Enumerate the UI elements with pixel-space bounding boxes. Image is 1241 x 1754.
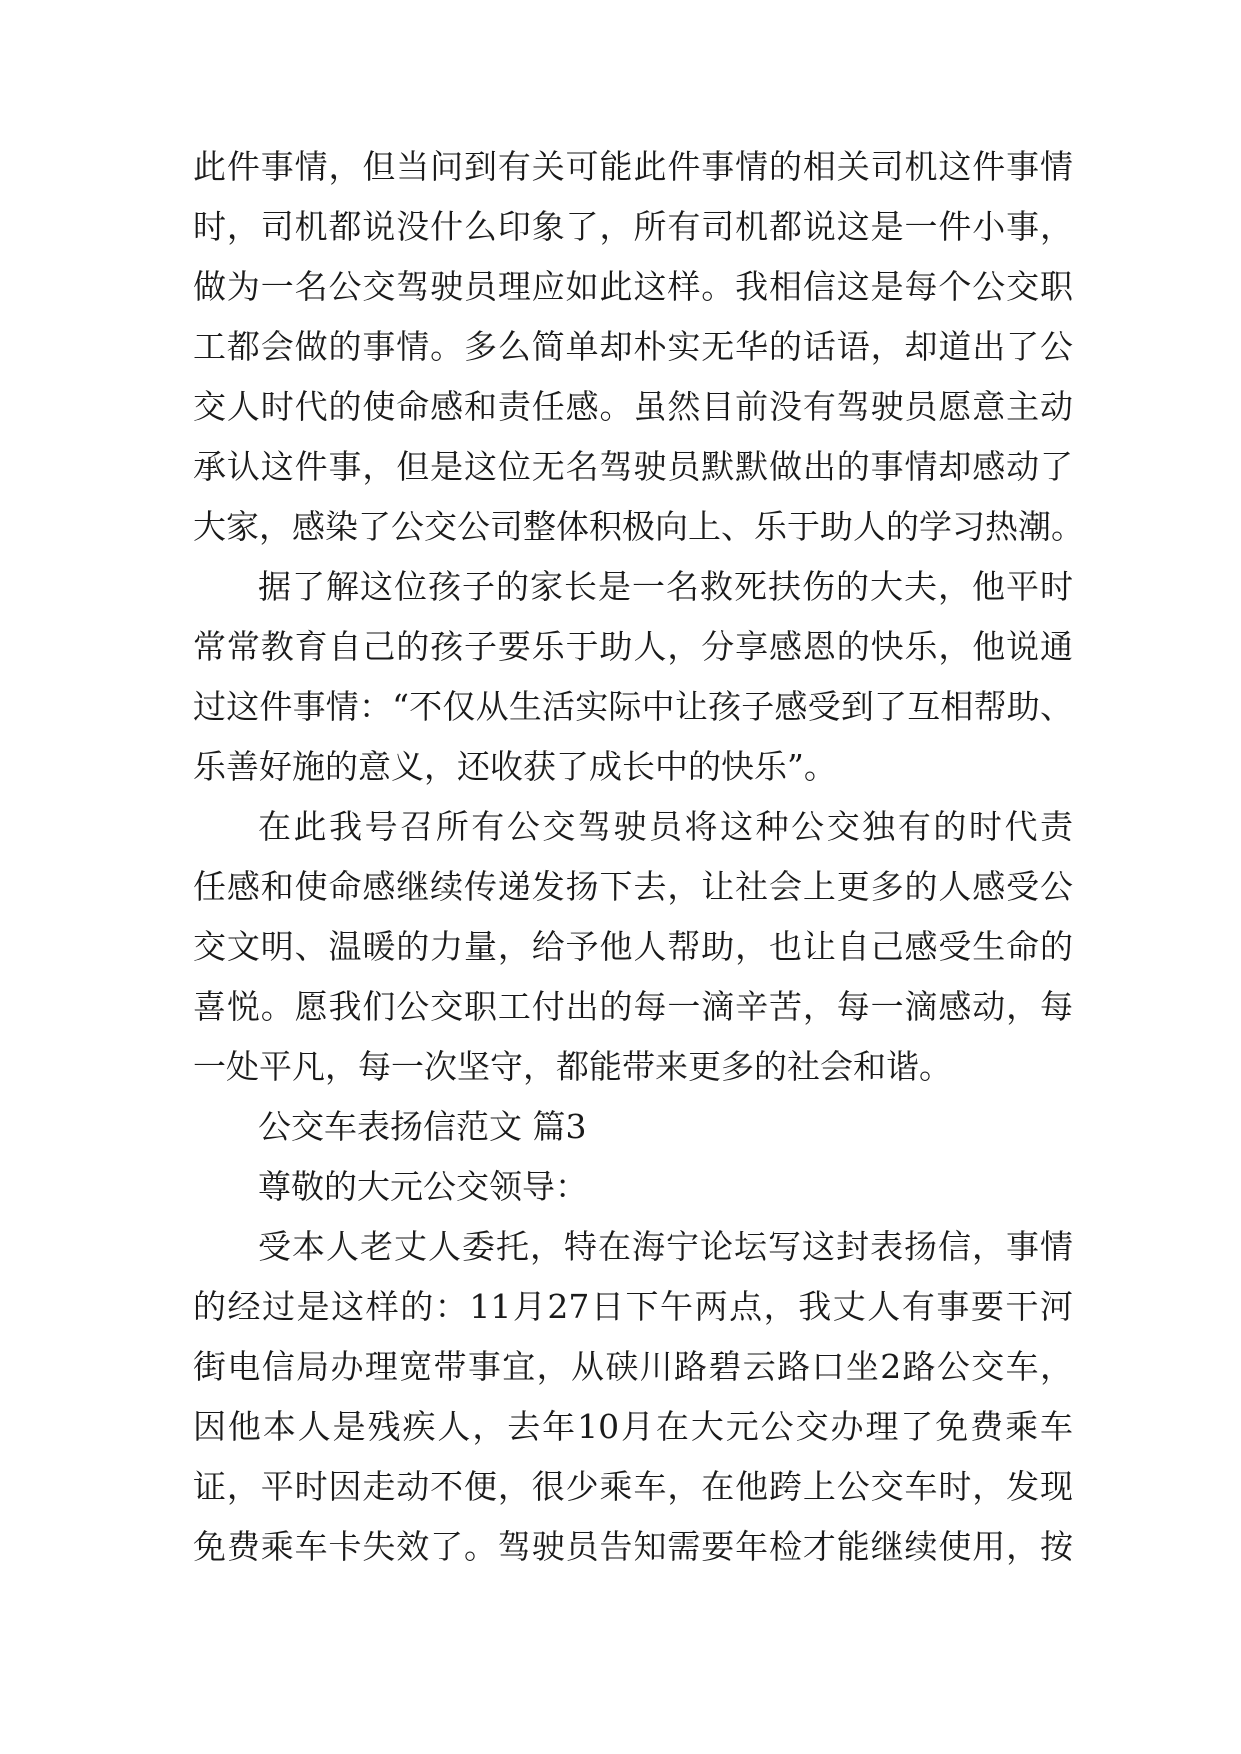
text-line: 一处平凡，每一次坚守，都能带来更多的社会和谐。 <box>193 1047 952 1086</box>
text-line: 任感和使命感继续传递发扬下去，让社会上更多的人感受公 <box>193 867 1073 906</box>
text-line: 在此我号召所有公交驾驶员将这种公交独有的时代责 <box>258 807 1073 846</box>
text-line: 受本人老丈人委托，特在海宁论坛写这封表扬信，事情 <box>258 1227 1073 1266</box>
text-line: 免费乘车卡失效了。驾驶员告知需要年检才能继续使用，按 <box>193 1527 1073 1566</box>
text-line: 过这件事情：“不仅从生活实际中让孩子感受到了互相帮助、 <box>193 687 1073 726</box>
text-line: 的经过是这样的：11月27日下午两点，我丈人有事要干河 <box>193 1287 1073 1326</box>
section-heading: 公交车表扬信范文 篇3 <box>258 1107 587 1146</box>
text-line: 证，平时因走动不便，很少乘车，在他跨上公交车时，发现 <box>193 1467 1073 1506</box>
text-line: 交人时代的使命感和责任感。虽然目前没有驾驶员愿意主动 <box>193 387 1073 426</box>
text-line: 此件事情，但当问到有关可能此件事情的相关司机这件事情 <box>193 147 1073 186</box>
text-line: 据了解这位孩子的家长是一名救死扶伤的大夫，他平时 <box>258 567 1073 606</box>
text-line: 承认这件事，但是这位无名驾驶员默默做出的事情却感动了 <box>193 447 1073 486</box>
text-line: 街电信局办理宽带事宜，从硖川路碧云路口坐2路公交车， <box>193 1347 1073 1386</box>
text-line: 做为一名公交驾驶员理应如此这样。我相信这是每个公交职 <box>193 267 1073 306</box>
text-line: 工都会做的事情。多么简单却朴实无华的话语，却道出了公 <box>193 327 1073 366</box>
text-line: 交文明、温暖的力量，给予他人帮助，也让自己感受生命的 <box>193 927 1073 966</box>
text-line: 乐善好施的意义，还收获了成长中的快乐”。 <box>193 747 837 786</box>
text-line: 时，司机都说没什么印象了，所有司机都说这是一件小事， <box>193 207 1073 246</box>
text-line: 常常教育自己的孩子要乐于助人，分享感恩的快乐，他说通 <box>193 627 1073 666</box>
text-line: 喜悦。愿我们公交职工付出的每一滴辛苦，每一滴感动，每 <box>193 987 1073 1026</box>
text-line: 大家，感染了公交公司整体积极向上、乐于助人的学习热潮。 <box>193 507 1084 546</box>
text-line: 因他本人是残疾人，去年10月在大元公交办理了免费乘车 <box>193 1407 1073 1446</box>
salutation: 尊敬的大元公交领导： <box>258 1167 588 1206</box>
